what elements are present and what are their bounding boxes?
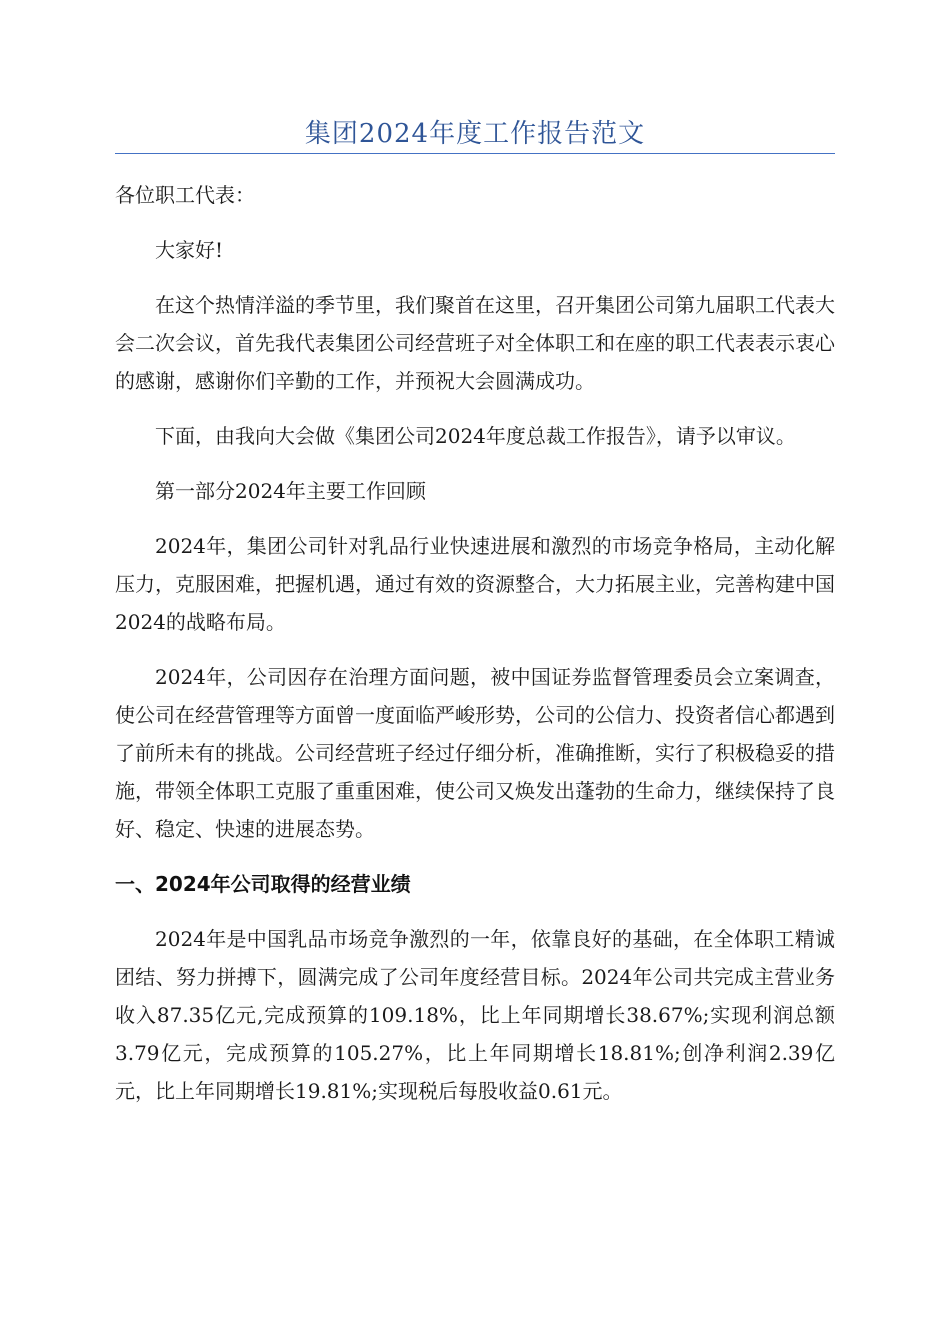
part-heading: 第一部分2024年主要工作回顾 (155, 479, 426, 503)
body-paragraph: 2024年，公司因存在治理方面问题，被中国证券监督管理委员会立案调查，使公司在经营管理等方面曾一度面临严峻形势，公司的公信力、投资者信心都遇到了前所未有的挑战。公司经营班子经过仔细分析，准确推断，实行了积极稳妥的措施，带领全体职工克服了重重困难，使公司又焕发出蓬勃的生命力，继续保持了良好、稳定、快速的进展态势。 (115, 665, 835, 841)
document-page (115, 0, 835, 1110)
body-paragraph: 2024年，集团公司针对乳品行业快速进展和激烈的市场竞争格局，主动化解压力，克服困难，把握机遇，通过有效的资源整合，大力拓展主业，完善构建中国2024的战略布局。 (115, 534, 835, 634)
salutation: 各位职工代表： (115, 183, 255, 207)
body-paragraph: 下面，由我向大会做《集团公司2024年度总裁工作报告》，请予以审议。 (155, 424, 796, 448)
document-title: 集团2024年度工作报告范文 (304, 119, 646, 149)
body-paragraph: 在这个热情洋溢的季节里，我们聚首在这里，召开集团公司第九届职工代表大会二次会议，首先我代表集团公司经营班子对全体职工和在座的职工代表表示衷心的感谢，感谢你们辛勤的工作，并预祝大会圆满成功。 (115, 293, 835, 393)
greeting: 大家好! (155, 238, 224, 262)
title-underline (115, 153, 835, 154)
section-heading: 一、2024年公司取得的经营业绩 (115, 872, 411, 896)
body-paragraph: 2024年是中国乳品市场竞争激烈的一年，依靠良好的基础，在全体职工精诚团结、努力拼搏下，圆满完成了公司年度经营目标。2024年公司共完成主营业务收入87.35亿元,完成预算的109.18%，比上年同期增长38.67%;实现利润总额3.79亿元，完成预算的105.27%，比上年同期增长18.81%;创净利润2.39亿元，比上年同期增长19.81%;实现税后每股收益0.61元。 (115, 927, 835, 1103)
